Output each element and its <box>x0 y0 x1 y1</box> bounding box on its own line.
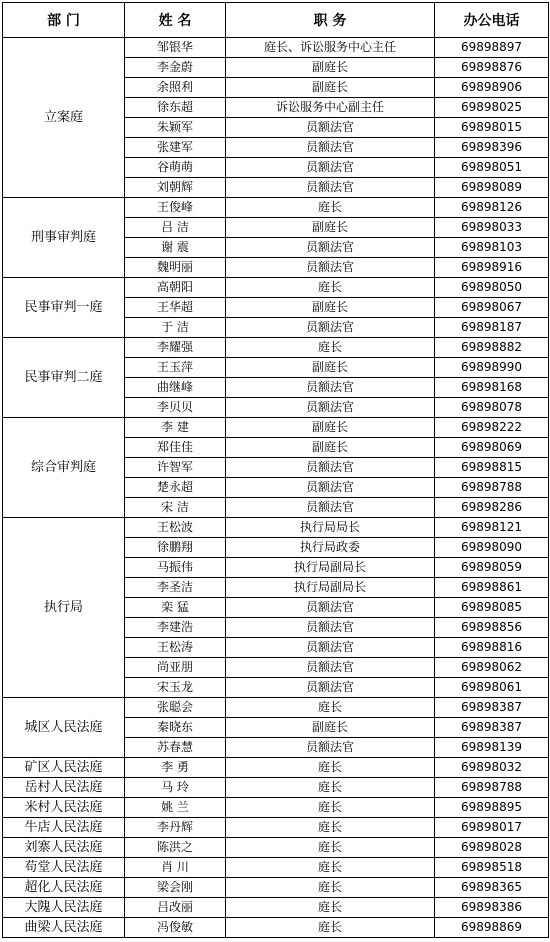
department-cell: 苟堂人民法庭 <box>3 858 125 878</box>
name-cell: 李贝贝 <box>125 398 226 418</box>
name-cell: 邹银华 <box>125 38 226 58</box>
title-cell: 副庭长 <box>226 298 435 318</box>
name-cell: 栾 猛 <box>125 598 226 618</box>
name-cell: 谷萌萌 <box>125 158 226 178</box>
name-cell: 郑佳佳 <box>125 438 226 458</box>
title-cell: 副庭长 <box>226 218 435 238</box>
header-name: 姓 名 <box>125 3 226 38</box>
department-cell: 米村人民法庭 <box>3 798 125 818</box>
title-cell: 执行局政委 <box>226 538 435 558</box>
title-cell: 庭长 <box>226 798 435 818</box>
title-cell: 员额法官 <box>226 678 435 698</box>
name-cell: 冯俊敏 <box>125 918 226 938</box>
table-row <box>3 798 549 818</box>
name-cell: 许智军 <box>125 458 226 478</box>
name-cell: 王俊峰 <box>125 198 226 218</box>
name-cell: 吕 洁 <box>125 218 226 238</box>
name-cell: 宋玉龙 <box>125 678 226 698</box>
phone-cell: 69898062 <box>435 658 549 678</box>
title-cell: 庭长 <box>226 198 435 218</box>
phone-cell: 69898990 <box>435 358 549 378</box>
phone-cell: 69898103 <box>435 238 549 258</box>
phone-cell: 69898365 <box>435 878 549 898</box>
name-cell: 马 玲 <box>125 778 226 798</box>
name-cell: 楚永超 <box>125 478 226 498</box>
phone-cell: 69898033 <box>435 218 549 238</box>
phone-cell: 69898121 <box>435 518 549 538</box>
name-cell: 秦晓东 <box>125 718 226 738</box>
table-row <box>3 198 549 218</box>
department-cell: 城区人民法庭 <box>3 698 125 758</box>
title-cell: 副庭长 <box>226 438 435 458</box>
table-row <box>3 38 549 58</box>
table-row <box>3 818 549 838</box>
title-cell: 副庭长 <box>226 78 435 98</box>
department-cell: 民事审判二庭 <box>3 338 125 418</box>
name-cell: 王松波 <box>125 518 226 538</box>
phone-cell: 69898078 <box>435 398 549 418</box>
department-cell: 牛店人民法庭 <box>3 818 125 838</box>
name-cell: 梁会刚 <box>125 878 226 898</box>
title-cell: 员额法官 <box>226 498 435 518</box>
phone-cell: 69898916 <box>435 258 549 278</box>
title-cell: 副庭长 <box>226 718 435 738</box>
name-cell: 张建军 <box>125 138 226 158</box>
table-row <box>3 878 549 898</box>
name-cell: 吕改丽 <box>125 898 226 918</box>
phone-cell: 69898015 <box>435 118 549 138</box>
department-cell: 民事审判一庭 <box>3 278 125 338</box>
title-cell: 执行局副局长 <box>226 578 435 598</box>
department-cell: 矿区人民法庭 <box>3 758 125 778</box>
title-cell: 员额法官 <box>226 238 435 258</box>
table-row <box>3 838 549 858</box>
name-cell: 李丹辉 <box>125 818 226 838</box>
table-row <box>3 758 549 778</box>
name-cell: 苏春慧 <box>125 738 226 758</box>
name-cell: 陈洪之 <box>125 838 226 858</box>
phone-cell: 69898396 <box>435 138 549 158</box>
title-cell: 庭长 <box>226 898 435 918</box>
phone-cell: 69898222 <box>435 418 549 438</box>
name-cell: 高朝阳 <box>125 278 226 298</box>
table-row <box>3 518 549 538</box>
name-cell: 马振伟 <box>125 558 226 578</box>
phone-cell: 69898788 <box>435 778 549 798</box>
phone-cell: 69898882 <box>435 338 549 358</box>
table-row <box>3 778 549 798</box>
name-cell: 李 建 <box>125 418 226 438</box>
name-cell: 尚亚朋 <box>125 658 226 678</box>
table-row <box>3 278 549 298</box>
phone-cell: 69898067 <box>435 298 549 318</box>
title-cell: 员额法官 <box>226 618 435 638</box>
title-cell: 庭长 <box>226 758 435 778</box>
title-cell: 庭长、诉讼服务中心主任 <box>226 38 435 58</box>
title-cell: 副庭长 <box>226 418 435 438</box>
phone-cell: 69898025 <box>435 98 549 118</box>
header-phone: 办公电话 <box>435 3 549 38</box>
title-cell: 员额法官 <box>226 458 435 478</box>
name-cell: 王华超 <box>125 298 226 318</box>
phone-cell: 69898061 <box>435 678 549 698</box>
title-cell: 员额法官 <box>226 258 435 278</box>
name-cell: 谢 震 <box>125 238 226 258</box>
title-cell: 诉讼服务中心副主任 <box>226 98 435 118</box>
header-row <box>3 3 549 38</box>
phone-cell: 69898861 <box>435 578 549 598</box>
phone-cell: 69898815 <box>435 458 549 478</box>
phone-cell: 69898386 <box>435 898 549 918</box>
name-cell: 余照利 <box>125 78 226 98</box>
phone-cell: 69898032 <box>435 758 549 778</box>
department-cell: 大隗人民法庭 <box>3 898 125 918</box>
title-cell: 员额法官 <box>226 178 435 198</box>
title-cell: 员额法官 <box>226 318 435 338</box>
name-cell: 李圣洁 <box>125 578 226 598</box>
header-title: 职 务 <box>226 3 435 38</box>
phone-cell: 69898051 <box>435 158 549 178</box>
phone-cell: 69898876 <box>435 58 549 78</box>
phone-cell: 69898286 <box>435 498 549 518</box>
title-cell: 庭长 <box>226 698 435 718</box>
phone-cell: 69898869 <box>435 918 549 938</box>
title-cell: 员额法官 <box>226 398 435 418</box>
title-cell: 员额法官 <box>226 478 435 498</box>
department-cell: 曲梁人民法庭 <box>3 918 125 938</box>
phone-cell: 69898387 <box>435 698 549 718</box>
table-row <box>3 858 549 878</box>
name-cell: 姚 兰 <box>125 798 226 818</box>
title-cell: 庭长 <box>226 278 435 298</box>
title-cell: 庭长 <box>226 858 435 878</box>
table-row <box>3 918 549 938</box>
phone-cell: 69898089 <box>435 178 549 198</box>
phone-cell: 69898017 <box>435 818 549 838</box>
department-cell: 超化人民法庭 <box>3 878 125 898</box>
title-cell: 庭长 <box>226 818 435 838</box>
phone-cell: 69898906 <box>435 78 549 98</box>
table-row <box>3 418 549 438</box>
title-cell: 员额法官 <box>226 598 435 618</box>
phone-cell: 69898168 <box>435 378 549 398</box>
phone-cell: 69898085 <box>435 598 549 618</box>
phone-cell: 69898816 <box>435 638 549 658</box>
department-cell: 执行局 <box>3 518 125 698</box>
title-cell: 庭长 <box>226 838 435 858</box>
name-cell: 朱颖军 <box>125 118 226 138</box>
title-cell: 员额法官 <box>226 158 435 178</box>
title-cell: 员额法官 <box>226 138 435 158</box>
title-cell: 执行局局长 <box>226 518 435 538</box>
phone-cell: 69898050 <box>435 278 549 298</box>
name-cell: 李金蔚 <box>125 58 226 78</box>
name-cell: 李建浩 <box>125 618 226 638</box>
table-body <box>3 38 549 938</box>
phone-cell: 69898895 <box>435 798 549 818</box>
title-cell: 员额法官 <box>226 118 435 138</box>
title-cell: 庭长 <box>226 778 435 798</box>
name-cell: 宋 洁 <box>125 498 226 518</box>
name-cell: 李耀强 <box>125 338 226 358</box>
title-cell: 庭长 <box>226 918 435 938</box>
phone-cell: 69898069 <box>435 438 549 458</box>
name-cell: 于 洁 <box>125 318 226 338</box>
header-dept: 部 门 <box>3 3 125 38</box>
title-cell: 副庭长 <box>226 58 435 78</box>
title-cell: 执行局副局长 <box>226 558 435 578</box>
title-cell: 员额法官 <box>226 658 435 678</box>
name-cell: 徐东超 <box>125 98 226 118</box>
name-cell: 魏明丽 <box>125 258 226 278</box>
name-cell: 刘朝辉 <box>125 178 226 198</box>
name-cell: 李 勇 <box>125 758 226 778</box>
phone-cell: 69898856 <box>435 618 549 638</box>
phone-cell: 69898788 <box>435 478 549 498</box>
title-cell: 副庭长 <box>226 358 435 378</box>
table-row <box>3 698 549 718</box>
phone-cell: 69898387 <box>435 718 549 738</box>
department-cell: 刑事审判庭 <box>3 198 125 278</box>
phone-cell: 69898090 <box>435 538 549 558</box>
table-row <box>3 898 549 918</box>
name-cell: 张聪会 <box>125 698 226 718</box>
title-cell: 员额法官 <box>226 738 435 758</box>
title-cell: 庭长 <box>226 878 435 898</box>
table-row <box>3 338 549 358</box>
phone-cell: 69898126 <box>435 198 549 218</box>
phone-cell: 69898187 <box>435 318 549 338</box>
phone-cell: 69898059 <box>435 558 549 578</box>
directory-table <box>2 2 549 938</box>
name-cell: 徐鹏翔 <box>125 538 226 558</box>
phone-cell: 69898139 <box>435 738 549 758</box>
phone-cell: 69898028 <box>435 838 549 858</box>
title-cell: 员额法官 <box>226 638 435 658</box>
title-cell: 庭长 <box>226 338 435 358</box>
title-cell: 员额法官 <box>226 378 435 398</box>
name-cell: 肖 川 <box>125 858 226 878</box>
phone-cell: 69898518 <box>435 858 549 878</box>
department-cell: 综合审判庭 <box>3 418 125 518</box>
phone-cell: 69898897 <box>435 38 549 58</box>
name-cell: 曲继峰 <box>125 378 226 398</box>
department-cell: 刘寨人民法庭 <box>3 838 125 858</box>
name-cell: 王玉萍 <box>125 358 226 378</box>
department-cell: 岳村人民法庭 <box>3 778 125 798</box>
name-cell: 王松涛 <box>125 638 226 658</box>
department-cell: 立案庭 <box>3 38 125 198</box>
